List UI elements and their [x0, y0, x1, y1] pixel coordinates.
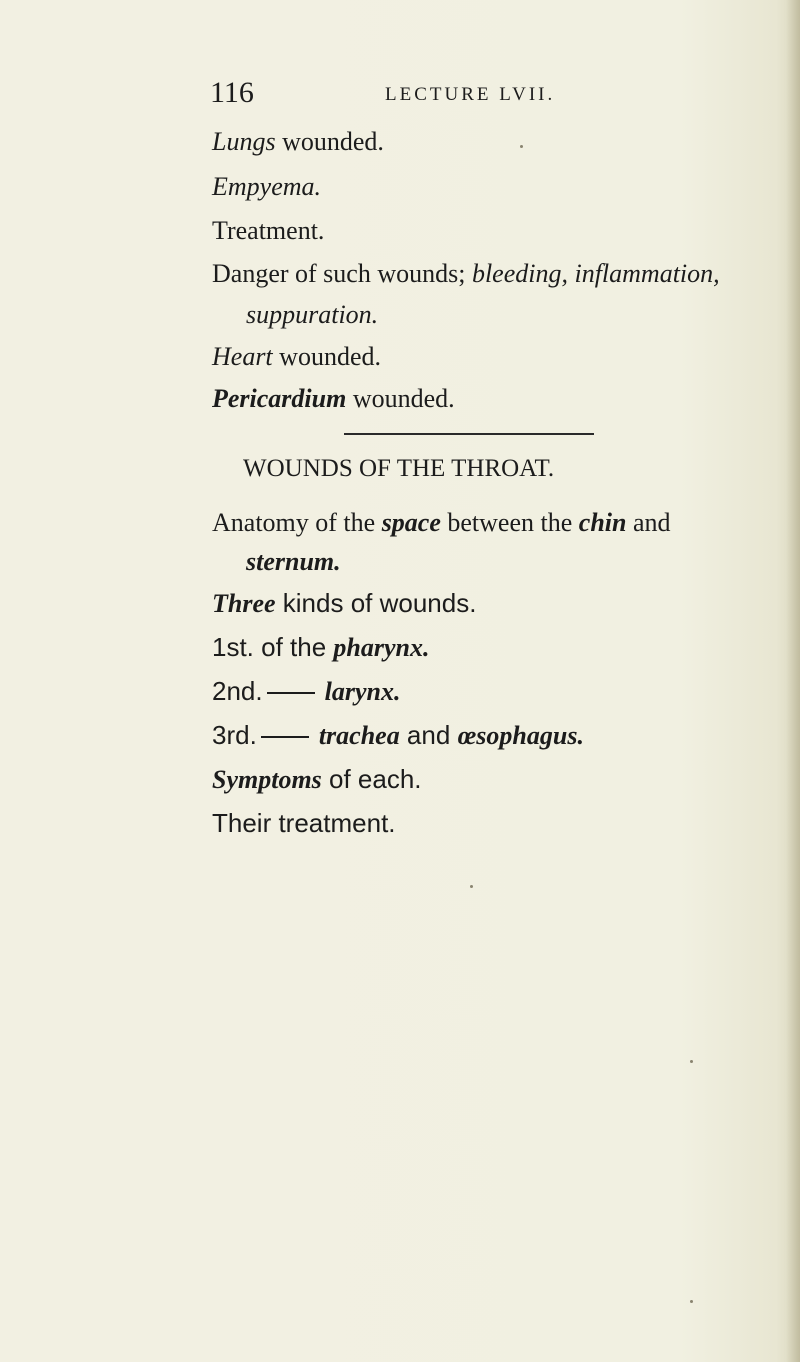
danger-italic-terms: bleeding, inflammation, — [471, 259, 720, 288]
empyema-line: Empyema. — [212, 172, 322, 201]
symptoms-line — [212, 764, 422, 795]
first-kind-line — [212, 632, 429, 663]
pericardium-rest: wounded. — [346, 384, 455, 413]
pericardium-wounded-line — [212, 384, 455, 414]
paper-speck — [690, 1300, 693, 1303]
heart-wounded-line — [212, 342, 381, 372]
third-kind-line — [212, 720, 584, 751]
third-label: 3rd. — [212, 720, 257, 750]
oesophagus-term: œsophagus. — [457, 721, 584, 750]
second-label: 2nd. — [212, 676, 263, 706]
section-heading: WOUNDS OF THE THROAT. — [243, 455, 555, 482]
three-kinds-line — [212, 588, 476, 619]
section-divider — [344, 433, 594, 435]
running-head: LECTURE LVII. — [385, 84, 556, 105]
second-kind-line — [212, 676, 400, 707]
sternum-line: sternum. — [246, 547, 341, 576]
page-header — [210, 76, 590, 116]
symptoms-term: Symptoms — [212, 765, 322, 794]
larynx-term: larynx. — [324, 677, 401, 706]
anatomy-line — [212, 508, 671, 538]
space-term: space — [381, 508, 441, 537]
their-treatment-line: Their treatment. — [212, 808, 396, 838]
trachea-term: trachea — [318, 721, 400, 750]
lungs-wounded-line — [212, 127, 384, 157]
page-number: 116 — [210, 76, 254, 109]
paper-speck — [690, 1060, 693, 1063]
suppuration-line: suppuration. — [246, 300, 379, 329]
pharynx-term: pharynx. — [333, 633, 430, 662]
lungs-term: Lungs — [212, 127, 276, 156]
ditto-dash — [267, 692, 315, 694]
chin-term: chin — [578, 508, 627, 537]
treatment-line: Treatment. — [212, 216, 325, 245]
symptoms-rest: of each. — [321, 764, 422, 794]
heart-term: Heart — [212, 342, 273, 371]
heart-rest: wounded. — [272, 342, 381, 371]
anatomy-middle: between the — [440, 508, 579, 537]
ditto-dash — [261, 736, 309, 738]
lungs-rest: wounded. — [275, 127, 384, 156]
pericardium-term: Pericardium — [212, 384, 347, 413]
three-kinds-rest: kinds of wounds. — [275, 588, 477, 618]
third-and: and — [399, 720, 458, 750]
page-edge-shadow — [786, 0, 800, 1362]
paper-speck — [470, 885, 473, 888]
first-label: 1st. of the — [212, 632, 334, 662]
paper-speck — [520, 145, 523, 148]
anatomy-prefix: Anatomy of the — [212, 508, 382, 537]
danger-prefix: Danger of such wounds; — [212, 259, 472, 288]
three-term: Three — [212, 589, 276, 618]
anatomy-and: and — [626, 508, 671, 537]
danger-line — [212, 259, 720, 289]
